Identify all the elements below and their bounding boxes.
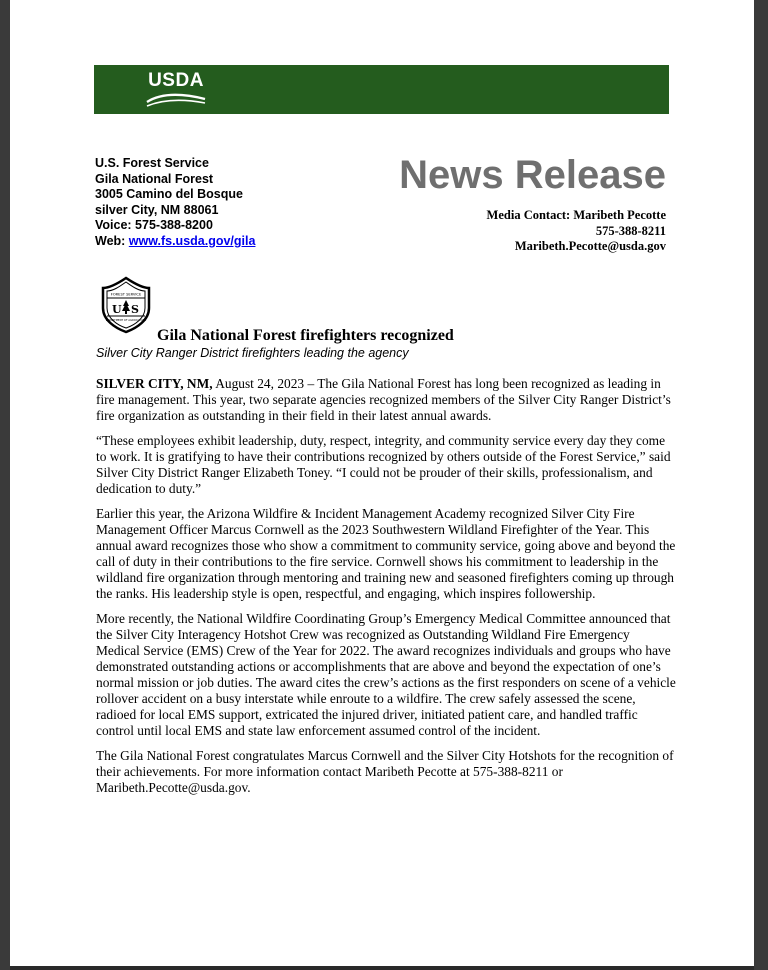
paragraph-4: More recently, the National Wildfire Coordinating Group’s Emergency Medical Committee announced that the Silver City Interagency Hotshot Crew was recognized as Outstanding Wildland Fire Emergency Medical Service (EMS) Crew of the Year for 2022. The award recognizes individuals and groups who have demonstrated outstanding actions or accomplishments that are above and beyond the expectation of one’s normal mission or job duties. The award cites the crew’s actions as the first responders on scene of a vehicle rollover accident on a busy interstate while enroute to a wildfire. The crew safely assessed the scene, radioed for local EMS support, extricated the injured driver, initiated patient care, and handled traffic control until local EMS and state law enforcement assumed control of the incident.	[96, 611, 676, 738]
dateline: SILVER CITY, NM,	[96, 376, 213, 391]
website-link[interactable]: www.fs.usda.gov/gila	[128, 233, 256, 248]
viewer-background-right	[754, 0, 768, 970]
media-contact-email: Maribeth.Pecotte@usda.gov	[514, 239, 666, 253]
usda-swoosh-icon	[146, 91, 206, 109]
paragraph-1	[96, 376, 676, 424]
paragraph-5: The Gila National Forest congratulates Marcus Cornwell and the Silver City Hotshots for the recognition of their achievements. For more information contact Maribeth Pecotte at 575-388-8211 or Maribeth.Pecotte@usda.gov.	[96, 748, 674, 795]
article-headline: Gila National Forest firefighters recognized	[157, 327, 454, 344]
shield-letters-s: S	[131, 303, 139, 316]
agency-name: U.S. Forest Service	[95, 156, 209, 170]
city-state-zip: silver City, NM 88061	[95, 202, 219, 217]
usda-logo	[146, 71, 206, 109]
media-contact-phone: 575-388-8211	[595, 223, 666, 238]
news-release-title: News Release	[399, 153, 666, 197]
shield-letters-u: U	[112, 303, 122, 316]
media-contact-name: Media Contact: Maribeth Pecotte	[486, 208, 666, 222]
article-subhead: Silver City Ranger District firefighters leading the agency	[96, 346, 409, 360]
viewer-background-left	[0, 0, 10, 970]
paragraph-2: “These employees exhibit leadership, duty, respect, integrity, and community service every day they come to work. It is gratifying to have their contributions recognized by others outside of the Forest Service,” said Silver City District Ranger Elizabeth Toney. “I could not be prouder of their skills, professionalism, and dedication to duty.”	[96, 433, 671, 496]
media-contact	[366, 208, 666, 255]
document-page	[10, 0, 754, 966]
web-line	[95, 234, 255, 250]
article-body	[96, 376, 676, 805]
usda-banner	[94, 65, 669, 114]
web-label: Web:	[95, 233, 129, 248]
shield-top-text: FOREST SERVICE	[110, 292, 142, 297]
paragraph-3: Earlier this year, the Arizona Wildfire & Incident Management Academy recognized Silver City Fire Management Officer Marcus Cornwell as the 2023 Southwestern Wildland Firefighter of the Year. This annual award recognizes those who show a commitment to community service, going above and beyond the call of duty in their contributions to the fire service. Cornwell shows his commitment to leadership in the wildland fire organization through mentoring and training new and seasoned firefighters coming up through the ranks. His leadership style is open, respectful, and engaging, which inspires followership.	[96, 506, 676, 601]
paragraph-1-text: August 24, 2023 – The Gila National Forest has long been recognized as leading in fire management. This year, two separate agencies recognized members of the Silver City Ranger District’s fire organization as outstanding in their field in their latest annual awards.	[96, 376, 671, 423]
shield-bottom-text: DEPARTMENT OF AGRICULTURE	[105, 319, 147, 322]
office-address	[95, 156, 255, 250]
usda-logo-text: USDA	[148, 70, 204, 91]
forest-name: Gila National Forest	[95, 171, 214, 186]
street-address: 3005 Camino del Bosque	[95, 187, 243, 202]
voice-phone: Voice: 575-388-8200	[95, 218, 213, 233]
forest-service-shield-icon	[99, 276, 153, 334]
